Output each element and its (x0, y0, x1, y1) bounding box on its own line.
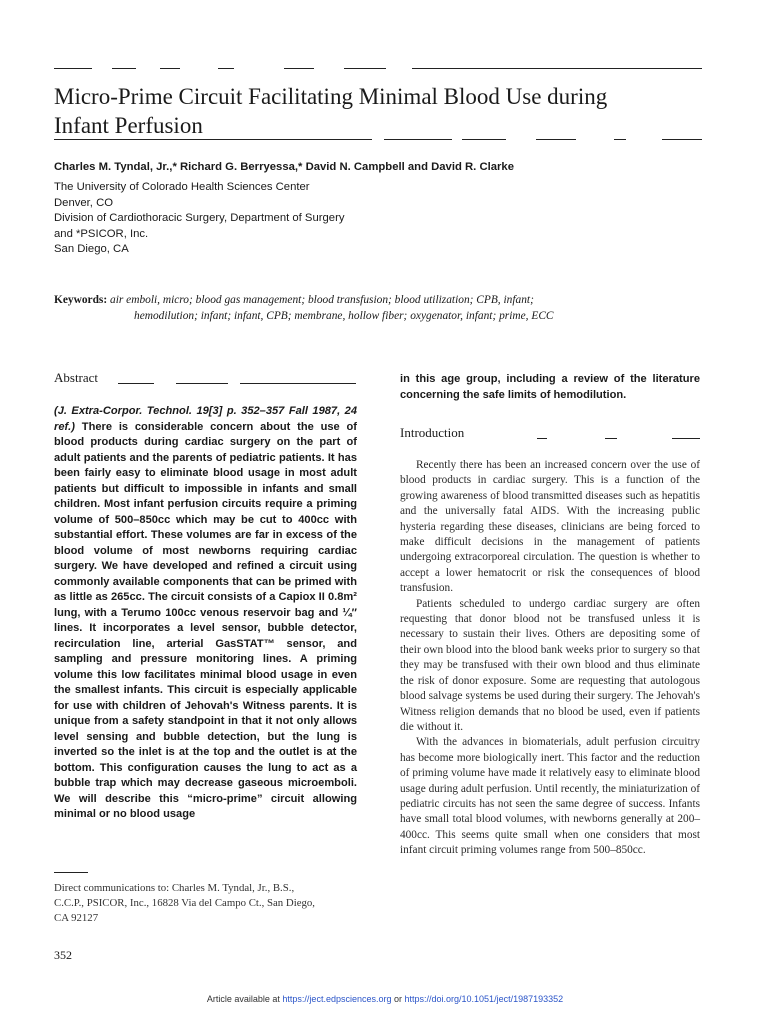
keywords-line: air emboli, micro; blood gas management; blood transfusion; blood utilization; CPB, infant; (110, 294, 534, 306)
page-number: 352 (54, 948, 72, 962)
affiliation-block (54, 180, 554, 258)
link-prefix: Article available at (206, 994, 283, 1004)
affiliation-line: Division of Cardiothoracic Surgery, Department of Surgery (54, 212, 345, 224)
abstract-body: There is considerable concern about the use of blood products during cardiac surgery on the part of adult patients and the parents of pediatric patients. It has been fairly easy to eliminate blood usage in most adult patients but difficult to impossible in infants and small children. Most infant perfusion circuits require a priming volume of 500–850cc which may be cut to 400cc with substantial effort. These volumes are far in excess of the blood volume of most newborns requiring cardiac surgery. We have developed and refined a circuit using commonly available components that can be primed with as little as 265cc. The circuit consists of a Capiox II 0.8m² lung, with a Terumo 100cc venous reservoir bag and ¼″ lines. It incorporates a level sensor, bubble detector, recirculation line, arterial GasSTAT™ sensor, and sampling and pressure monitoring lines. A priming volume this low facilitates minimal blood usage in even the smallest infants. This circuit is especially applicable for use with children of Jehovah's Witness parents. It is unique from a safety standpoint in that it not only allows level sensing and bubble detection, but the lung is inverted so the inlet is at the top and the outlet is at the bottom. This configuration causes the lung to act as a bubble trap which may decrease gaseous microemboli. We will describe this “micro-prime” circuit allowing minimal or no blood usage (54, 420, 357, 820)
intro-rule-segment (537, 438, 547, 439)
top-rule-segment (160, 68, 180, 69)
top-rule-segment (218, 68, 234, 69)
introduction-text (400, 458, 700, 859)
abstract-rule-segment (240, 383, 356, 384)
affiliation-line: and *PSICOR, Inc. (54, 227, 149, 240)
title-rule-segment (614, 139, 626, 140)
intro-rule-segment (605, 438, 617, 439)
affiliation-line: The University of Colorado Health Sciences Center (54, 181, 310, 193)
article-title (54, 82, 694, 140)
abstract-text (54, 404, 357, 823)
intro-paragraph: Recently there has been an increased concern over the use of blood products in cardiac surgery. This is a function of the growing awareness of blood transmitted diseases such as hepatitis and the universally fatal AIDS. With the increasing public hysteria regarding these diseases, clinicians are being forced to make difficult decisions in the management of patients undergoing extracorporeal circulation. The question is whether to accept a lower hematocrit or risk the consequences of blood transfusion. (400, 459, 700, 595)
abstract-citation: (J. Extra-Corpor. Technol. 19[3] p. 352–357 Fall 1987, 24 ref.) (54, 405, 357, 433)
footnote-line: C.C.P., PSICOR, Inc., 16828 Via del Campo Ct., San Diego, (54, 897, 315, 909)
title-rule-segment (462, 139, 506, 140)
title-line: Infant Perfusion (54, 113, 203, 138)
abstract-rule-segment (176, 383, 228, 384)
title-rule-segment (662, 139, 702, 140)
intro-paragraph: Patients scheduled to undergo cardiac surgery are often requesting that donor blood not be transfused unless it is necessary to sustain their lives. Others are depositing some of their own blood into the blood bank weeks prior to surgery so that they may be transfused with their own blood and thus eliminate the risk of donor exposure. Some are requesting that autologous blood salvage systems be used during their surgery. The Jehovah's Witness religion demands that no blood be used, even if patients die without it. (400, 597, 700, 733)
correspondence-footnote (54, 881, 359, 926)
top-rule-segment (54, 68, 92, 69)
top-rule-segment (284, 68, 314, 69)
introduction-heading: Introduction (400, 425, 465, 440)
affiliation-line: Denver, CO (54, 196, 114, 209)
title-rule-segment (54, 139, 372, 140)
abstract-continuation: in this age group, including a review of the literature concerning the safe limits of hemodilution. (400, 373, 700, 401)
top-rule-segment (112, 68, 136, 69)
article-availability-notice (0, 994, 770, 1004)
top-rule-segment (344, 68, 386, 69)
top-rule-segment (412, 68, 702, 69)
abstract-heading: Abstract (54, 370, 99, 385)
doi-link[interactable]: https://doi.org/10.1051/ject/1987193352 (404, 994, 564, 1004)
abstract-rule-segment (118, 383, 154, 384)
keywords-line: hemodilution; infant; infant, CPB; membrane, hollow fiber; oxygenator, infant; prime, ECC (134, 310, 554, 322)
title-line: Micro-Prime Circuit Facilitating Minimal Blood Use during (54, 84, 608, 109)
title-rule-segment (536, 139, 576, 140)
keywords-label: Keywords: (54, 294, 108, 306)
footnote-line: CA 92127 (54, 912, 99, 924)
intro-rule-segment (672, 438, 700, 439)
journal-link[interactable]: https://ject.edpsciences.org (282, 994, 392, 1004)
footnote-rule (54, 872, 88, 873)
author-list: Charles M. Tyndal, Jr.,* Richard G. Berryessa,* David N. Campbell and David R. Clarke (54, 161, 514, 173)
title-rule-segment (384, 139, 452, 140)
keywords-block (54, 292, 714, 324)
footnote-line: Direct communications to: Charles M. Tyndal, Jr., B.S., (54, 882, 295, 894)
link-separator: or (391, 994, 405, 1004)
affiliation-line: San Diego, CA (54, 243, 129, 255)
intro-paragraph: With the advances in biomaterials, adult perfusion circuitry has become more biologically inert. This factor and the reduction of priming volume have made it relatively easy to eliminate blood usage during adult perfusion. Until recently, the miniaturization of pediatric circuits has not seen the same degree of success. Infants have small total blood volumes, with newborns generally at 200–400cc. This seems quite small when one considers that most infant circuit priming volumes range from 500–850cc. (400, 736, 700, 857)
